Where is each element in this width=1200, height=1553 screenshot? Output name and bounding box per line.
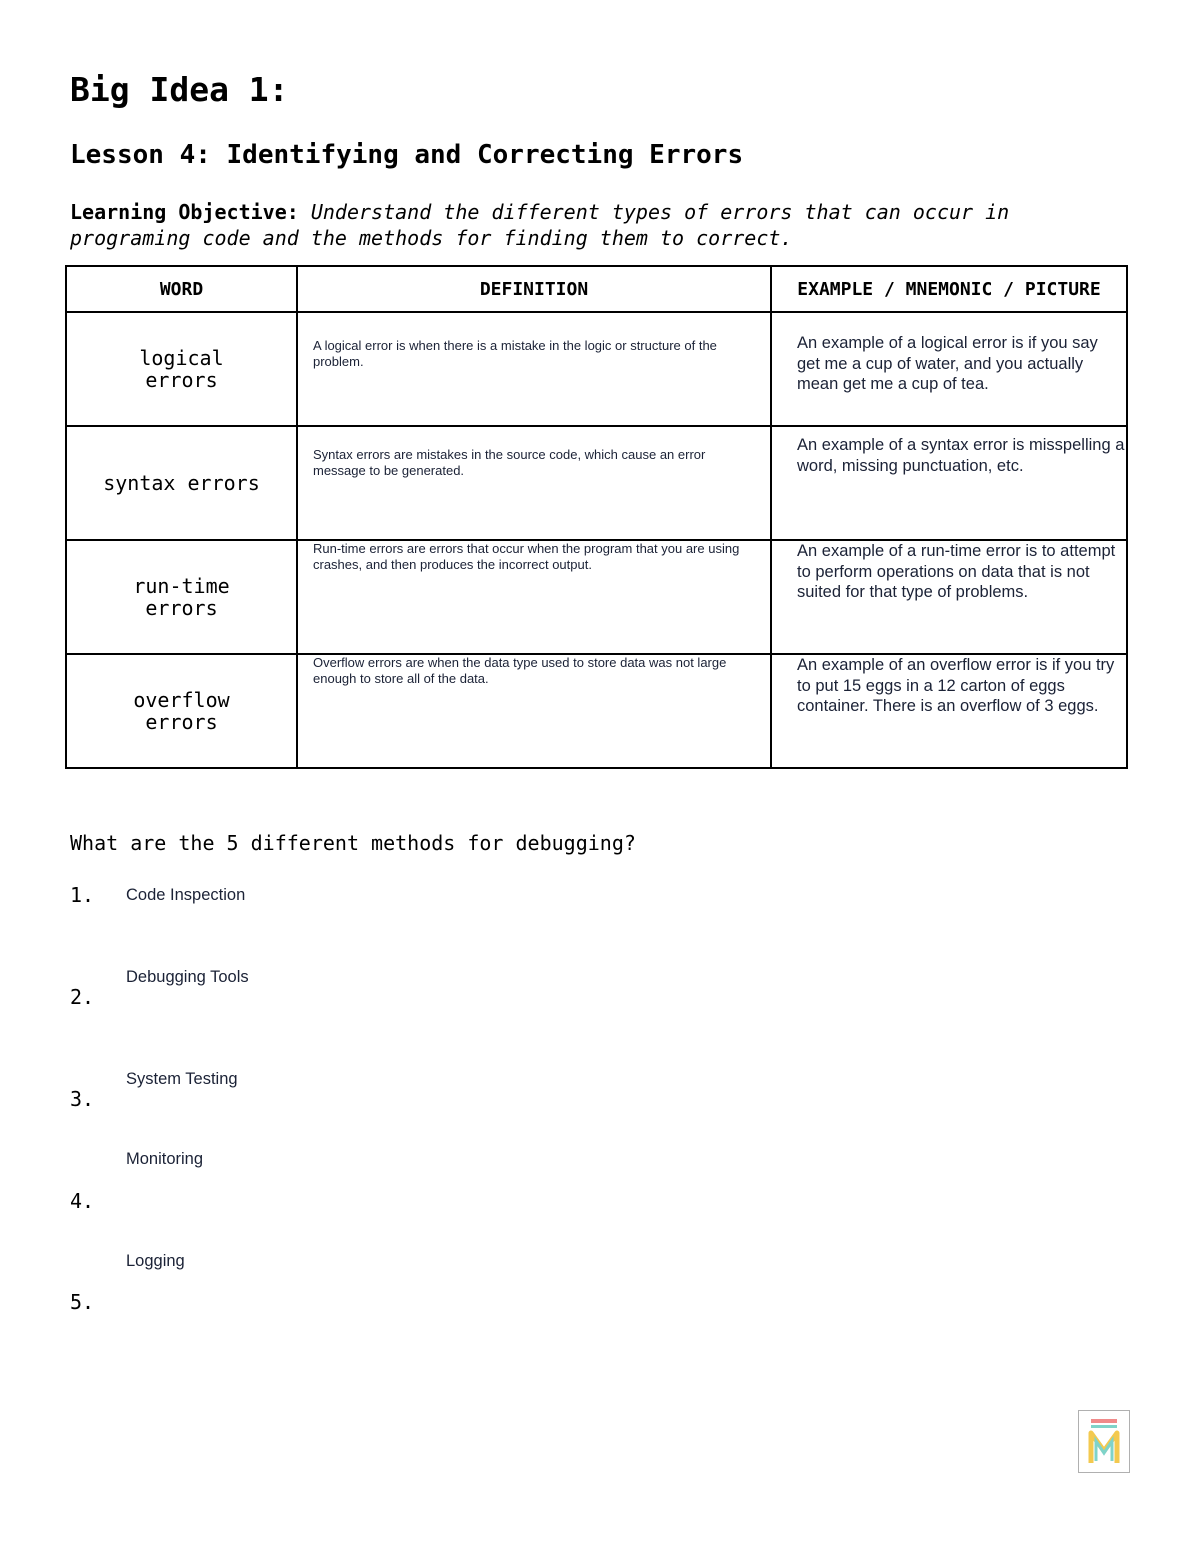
word-text: logical errors xyxy=(139,346,224,392)
page-title: Big Idea 1: xyxy=(70,70,289,109)
header-word: WORD xyxy=(66,266,297,312)
word-text: syntax errors xyxy=(103,471,260,495)
word-cell xyxy=(66,426,297,540)
objective-label: Learning Objective: xyxy=(70,200,299,224)
list-number: 3. xyxy=(70,1087,95,1111)
table-row xyxy=(66,312,1127,426)
example-text: An example of a syntax error is misspelling a word, missing punctuation, etc. xyxy=(797,436,1125,475)
definition-text: Run-time errors are errors that occur when the program that you are using crashes, and then produces the incorrect output. xyxy=(313,541,740,572)
definition-cell[interactable] xyxy=(297,312,771,426)
lesson-title: Lesson 4: Identifying and Correcting Errors xyxy=(70,140,744,170)
example-cell[interactable] xyxy=(771,426,1127,540)
word-text: overflow errors xyxy=(133,688,230,734)
vocabulary-table xyxy=(65,265,1128,769)
answer-field[interactable]: Monitoring xyxy=(126,1150,204,1168)
debugging-question: What are the 5 different methods for debugging? xyxy=(70,831,636,855)
learning-objective xyxy=(70,199,1140,251)
example-text: An example of an overflow error is if you try to put 15 eggs in a 12 carton of eggs container. There is an overflow of 3 eggs. xyxy=(797,656,1115,715)
objective-text: Understand the different types of errors that can occur in programing code and the methods for finding them to correct. xyxy=(70,200,1010,250)
definition-cell[interactable] xyxy=(297,426,771,540)
word-cell xyxy=(66,654,297,768)
definition-text: Overflow errors are when the data type used to store data was not large enough to store all of the data. xyxy=(313,655,727,686)
header-definition: DEFINITION xyxy=(297,266,771,312)
list-number: 5. xyxy=(70,1290,95,1314)
m-logo-icon xyxy=(1078,1410,1130,1473)
word-text: run-time errors xyxy=(133,574,230,620)
table-row xyxy=(66,540,1127,654)
word-cell xyxy=(66,540,297,654)
example-cell[interactable] xyxy=(771,540,1127,654)
header-example: EXAMPLE / MNEMONIC / PICTURE xyxy=(771,266,1127,312)
example-cell[interactable] xyxy=(771,312,1127,426)
table-header-row xyxy=(66,266,1127,312)
m-logo-graphic xyxy=(1079,1411,1129,1472)
example-cell[interactable] xyxy=(771,654,1127,768)
answer-field[interactable]: System Testing xyxy=(126,1070,238,1088)
definition-text: A logical error is when there is a mistake in the logic or structure of the problem. xyxy=(313,338,717,369)
table-row xyxy=(66,654,1127,768)
example-text: An example of a logical error is if you say get me a cup of water, and you actually mean get me a cup of tea. xyxy=(797,334,1098,393)
definition-text: Syntax errors are mistakes in the source code, which cause an error message to be generated. xyxy=(313,447,706,478)
example-text: An example of a run-time error is to attempt to perform operations on data that is not suited for that type of problems. xyxy=(797,542,1116,601)
definition-cell[interactable] xyxy=(297,540,771,654)
word-cell xyxy=(66,312,297,426)
table-row xyxy=(66,426,1127,540)
answer-field[interactable]: Code Inspection xyxy=(126,886,246,904)
definition-cell[interactable] xyxy=(297,654,771,768)
answer-field[interactable]: Debugging Tools xyxy=(126,968,249,986)
list-number: 2. xyxy=(70,985,95,1009)
answer-field[interactable]: Logging xyxy=(126,1252,185,1270)
list-number: 4. xyxy=(70,1189,95,1213)
list-number: 1. xyxy=(70,883,95,907)
